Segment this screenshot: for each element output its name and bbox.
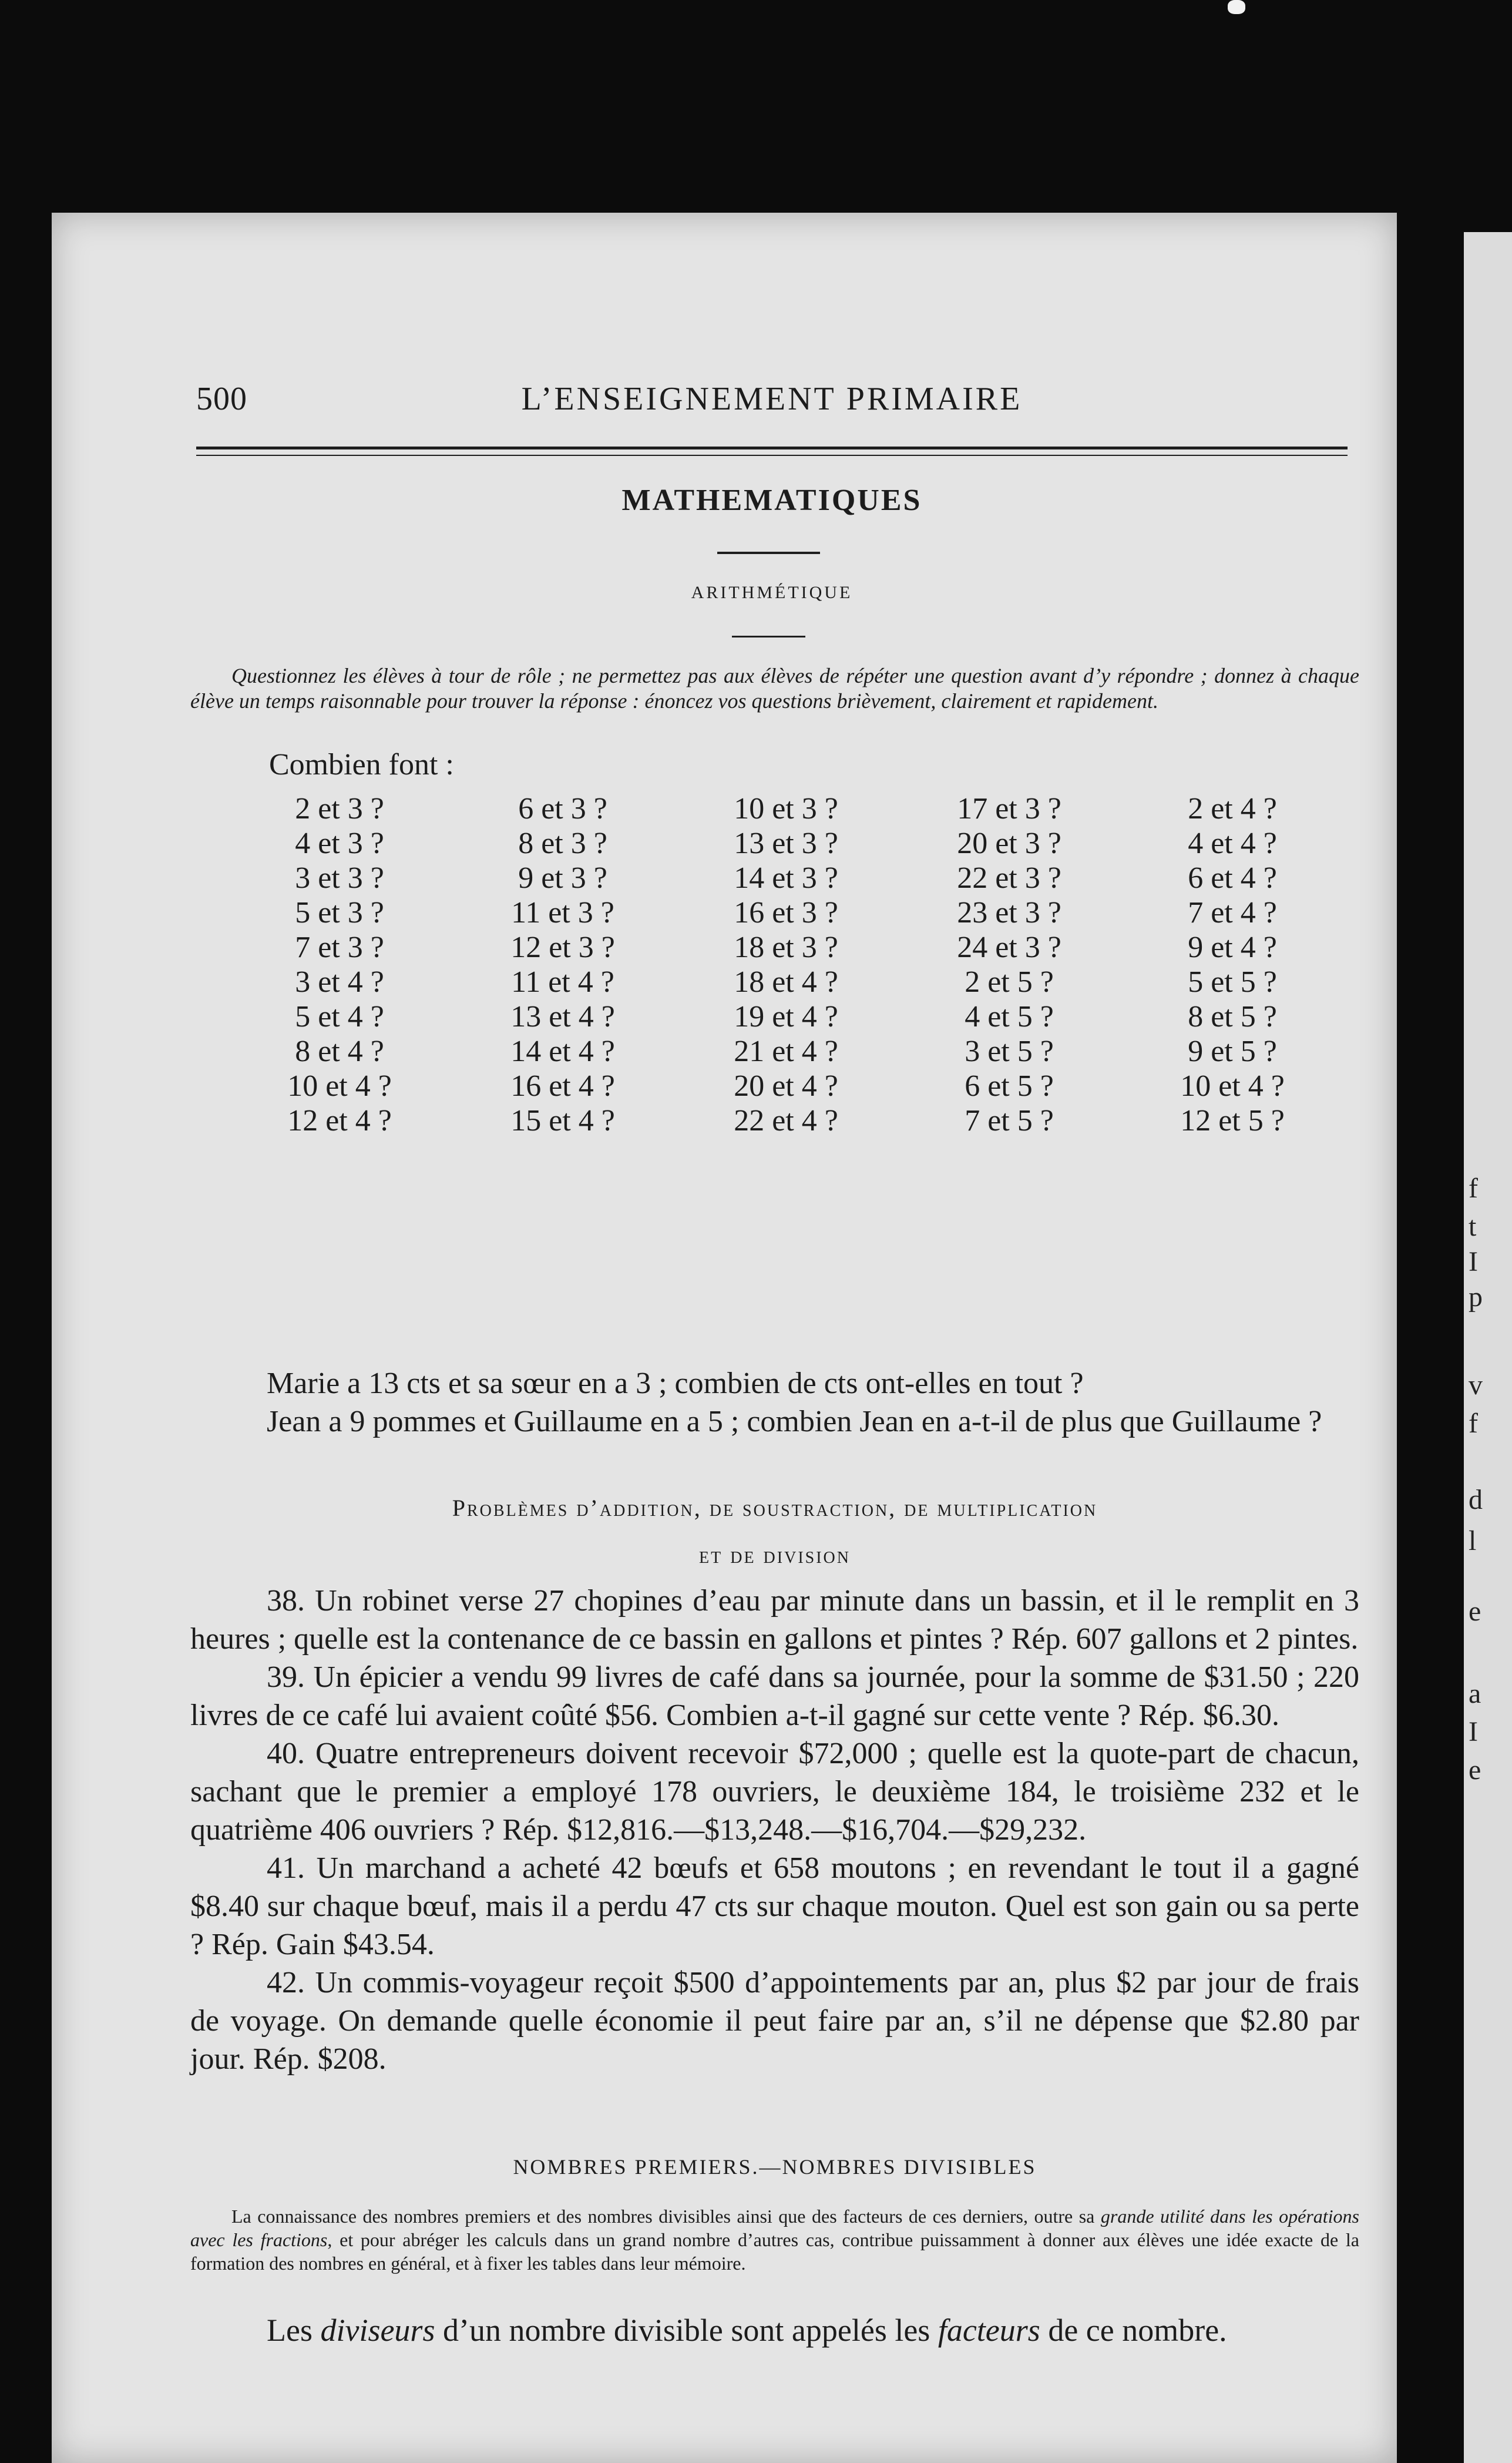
drill-cell: 19 et 4 ? [734,1000,838,1033]
drill-cell: 20 et 4 ? [734,1069,838,1103]
film-speck [1228,0,1245,14]
edge-letter: d [1469,1484,1483,1515]
title-divider [717,552,820,554]
def-term-diviseurs: diviseurs [320,2313,435,2348]
drill-cell: 18 et 3 ? [734,931,838,964]
drill-row [228,861,1344,895]
header-rule-thick [196,447,1348,449]
drill-cell: 5 et 4 ? [295,1000,384,1033]
drill-cell: 15 et 4 ? [510,1104,615,1137]
edge-letter: I [1469,1716,1478,1747]
drill-cell: 4 et 4 ? [1188,827,1277,860]
edge-letter: e [1469,1754,1481,1786]
teacher-instructions [190,663,1359,714]
drill-cell: 8 et 4 ? [295,1035,384,1068]
question-jean: Jean a 9 pommes et Guillaume en a 5 ; combien Jean en a-t-il de plus que Guillaume ? [267,1405,1322,1438]
edge-letter: l [1469,1525,1477,1556]
running-head [196,380,1348,427]
book-page [52,213,1397,2463]
instructions-text: Questionnez les élèves à tour de rôle ; ne permettez pas aux élèves de répéter une question avant d’y répondre ; donnez à chaque élève un temps raisonnable pour trouver la réponse : énoncez vos questions brièvement, clairement et rapidement. [190,664,1359,713]
drill-row [228,1034,1344,1069]
drill-cell: 22 et 3 ? [957,861,1061,895]
drill-cell: 18 et 4 ? [734,965,838,999]
section-title: MATHEMATIQUES [621,484,922,517]
drill-cell: 2 et 3 ? [295,792,384,826]
drill-row [228,791,1344,826]
drill-cell: 9 et 5 ? [1188,1035,1277,1068]
drill-row [228,1103,1344,1138]
edge-letter: I [1469,1246,1478,1277]
drill-lead: Combien font : [269,748,454,781]
problem-38: 38. Un robinet verse 27 chopines d’eau par minute dans un bassin, et il le remplit en 3 heures ; quelle est la contenance de ce bassin en gallons et pintes ? Rép. 607 gallons et 2 pintes. [190,1584,1359,1656]
def-text: Les [267,2313,321,2348]
edge-letter: e [1469,1596,1481,1627]
drill-cell: 3 et 4 ? [295,965,384,999]
drill-cell: 6 et 3 ? [518,792,607,826]
adjacent-page-edge [1464,232,1512,2463]
drill-cell: 10 et 4 ? [287,1069,392,1103]
edge-letter: f [1469,1173,1478,1204]
note-text-end: , et pour abréger les calculs dans un grand nombre d’autres cas, contribue puissamment à donner aux élèves une idée exacte de la formation des nombres en général, et à fixer les tables dans leur mémoire. [190,2229,1360,2274]
subsection-divider [732,636,805,637]
drill-cell: 20 et 3 ? [957,827,1061,860]
drill-cell: 21 et 4 ? [734,1035,838,1068]
drill-row [228,930,1344,965]
drill-cell: 5 et 3 ? [295,896,384,930]
subsection-title: ARITHMÉTIQUE [691,583,853,602]
drill-cell: 12 et 3 ? [510,931,615,964]
def-term-facteurs: facteurs [938,2313,1040,2348]
drill-cell: 7 et 3 ? [295,931,384,964]
drill-cell: 22 et 4 ? [734,1104,838,1137]
drill-cell: 4 et 3 ? [295,827,384,860]
drill-cell: 13 et 4 ? [510,1000,615,1033]
word-questions [190,1364,1359,1441]
drill-cell: 7 et 5 ? [965,1104,1054,1137]
note-text: La connaissance des nombres premiers et des nombres divisibles ainsi que des facteurs de ces derniers, outre sa [231,2206,1101,2227]
problems-heading-line1: Problèmes d’addition, de soustraction, de multiplication [452,1495,1098,1521]
drill-cell: 12 et 4 ? [287,1104,392,1137]
drill-row [228,1069,1344,1103]
edge-letter: v [1469,1370,1483,1401]
drill-cell: 24 et 3 ? [957,931,1061,964]
problem-41: 41. Un marchand a acheté 42 bœufs et 658 moutons ; en revendant le tout il a gagné $8.40 sur chaque bœuf, mais il a perdu 47 cts sur chaque mouton. Quel est son gain ou sa perte ? Rép. Gain $43.54. [190,1851,1359,1961]
drill-cell: 23 et 3 ? [957,896,1061,930]
def-text: de ce nombre. [1040,2313,1227,2348]
problems-list [190,1582,1359,2078]
drill-cell: 14 et 3 ? [734,861,838,895]
problem-39: 39. Un épicier a vendu 99 livres de café dans sa journée, pour la somme de $31.50 ; 220 livres de ce café lui avaient coûté $56. Combien a-t-il gagné sur cette vente ? Rép. $6.30. [190,1660,1359,1732]
journal-title: L’ENSEIGNEMENT PRIMAIRE [521,381,1023,417]
problems-heading-line2: et de division [699,1542,851,1568]
problem-40: 40. Quatre entrepreneurs doivent recevoir $72,000 ; quelle est la quote-part de chacun, sachant que le premier a employé 178 ouvriers, le deuxième 184, le troisième 232 et le quatrième 406 ouvriers ? Rép. $12,816.—$13,248.—$16,704.—$29,232. [190,1737,1359,1847]
drill-cell: 16 et 4 ? [510,1069,615,1103]
drill-cell: 7 et 4 ? [1188,896,1277,930]
problem-42: 42. Un commis-voyageur reçoit $500 d’appointements par an, plus $2 par jour de frais de voyage. On demande quelle économie il peut faire par an, s’il ne dépense que $2.80 par jour. Rép. $208. [190,1966,1359,2076]
drill-cell: 8 et 3 ? [518,827,607,860]
nombres-note [190,2204,1359,2275]
drill-cell: 3 et 3 ? [295,861,384,895]
drill-row [228,895,1344,930]
note-emphasis: grande utilité dans les opérations avec les fractions [190,2206,1360,2250]
drill-cell: 11 et 4 ? [511,965,614,999]
def-text: d’un nombre divisible sont appelés les [435,2313,938,2348]
drill-cell: 6 et 5 ? [965,1069,1054,1103]
edge-letter: f [1469,1408,1478,1439]
drill-cell: 5 et 5 ? [1188,965,1277,999]
drill-cell: 16 et 3 ? [734,896,838,930]
drill-cell: 13 et 3 ? [734,827,838,860]
question-marie: Marie a 13 cts et sa sœur en a 3 ; combien de cts ont-elles en tout ? [267,1367,1084,1400]
drill-cell: 12 et 5 ? [1180,1104,1285,1137]
drill-row [228,826,1344,861]
drill-cell: 9 et 3 ? [518,861,607,895]
header-rule-thin [196,455,1348,456]
page-number: 500 [196,381,247,417]
drill-cell: 17 et 3 ? [957,792,1061,826]
problems-heading [190,1485,1359,1579]
drill-cell: 3 et 5 ? [965,1035,1054,1068]
divisor-definition [190,2310,1359,2350]
drill-cell: 8 et 5 ? [1188,1000,1277,1033]
drill-cell: 6 et 4 ? [1188,861,1277,895]
drill-cell: 9 et 4 ? [1188,931,1277,964]
drill-row [228,999,1344,1034]
edge-letter: a [1469,1678,1481,1709]
drill-cell: 11 et 3 ? [511,896,614,930]
edge-letter: t [1469,1211,1477,1242]
drill-cell: 4 et 5 ? [965,1000,1054,1033]
drill-table [228,791,1344,1138]
drill-cell: 2 et 5 ? [965,965,1054,999]
drill-row [228,965,1344,999]
drill-cell: 10 et 3 ? [734,792,838,826]
drill-cell: 14 et 4 ? [510,1035,615,1068]
drill-cell: 10 et 4 ? [1180,1069,1285,1103]
drill-cell: 2 et 4 ? [1188,792,1277,826]
nombres-heading: NOMBRES PREMIERS.—NOMBRES DIVISIBLES [513,2155,1037,2179]
edge-letter: p [1469,1281,1483,1313]
